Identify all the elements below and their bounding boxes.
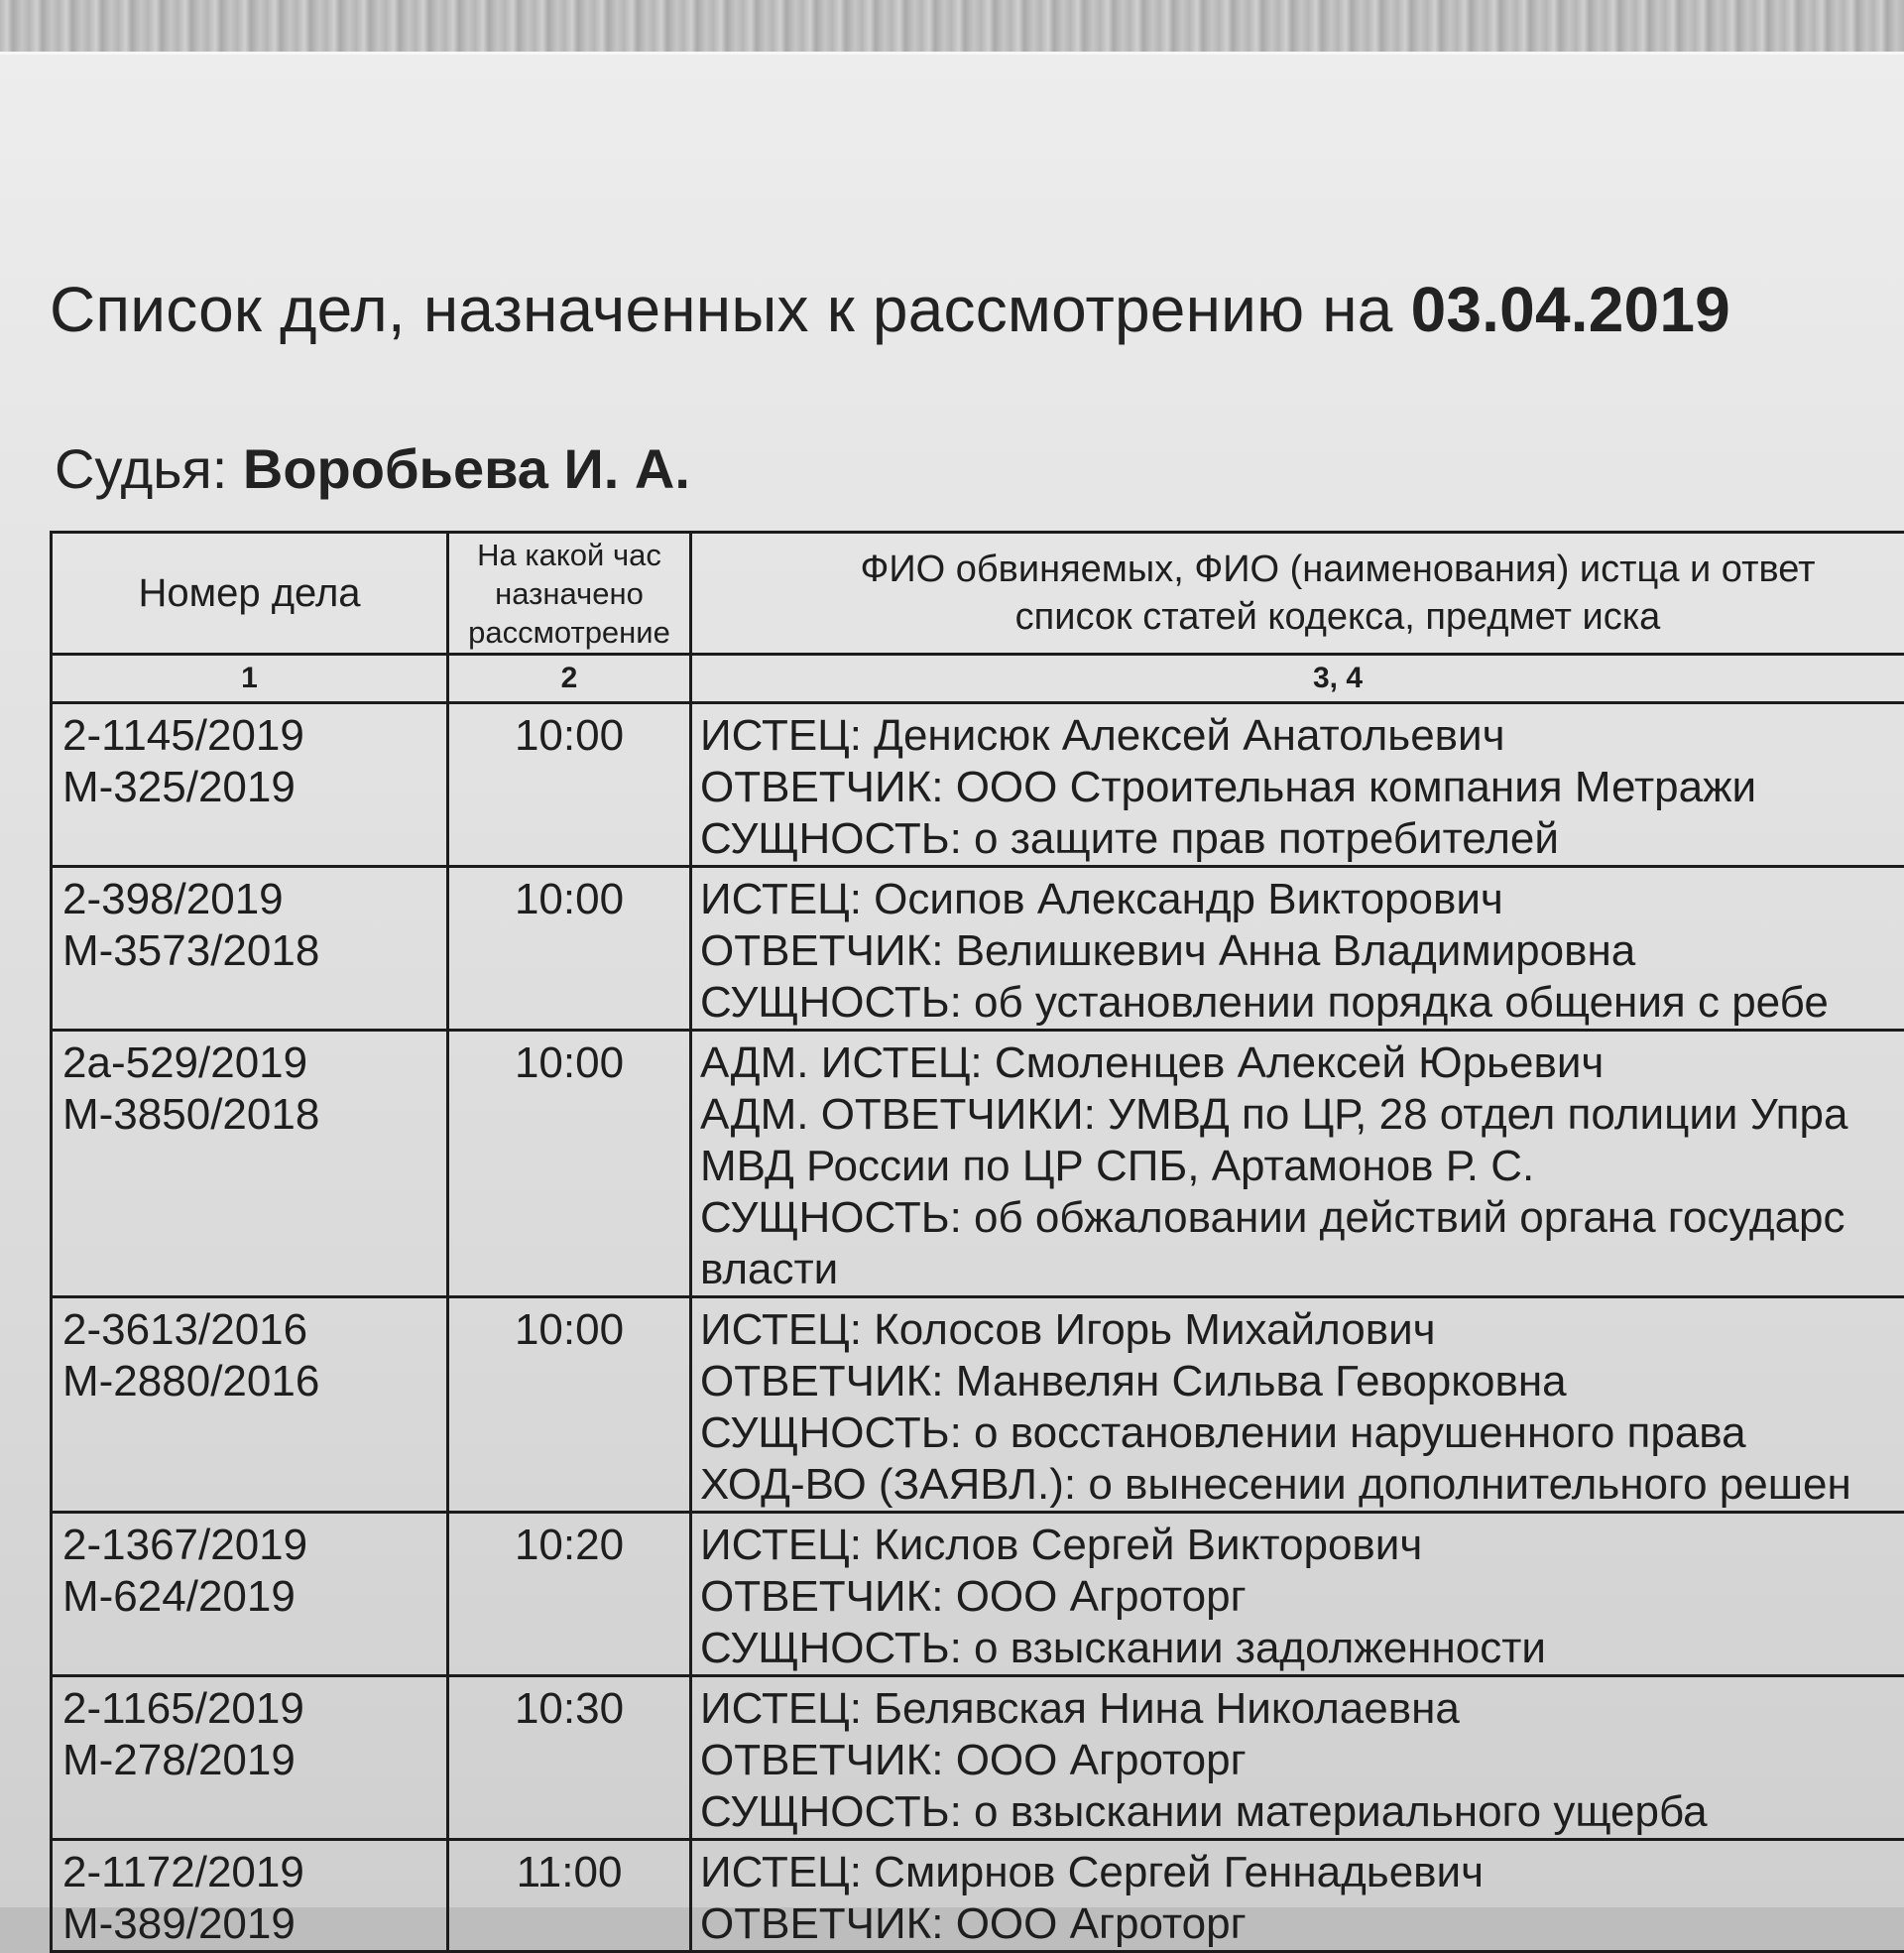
header-time-line2: назначено (449, 574, 689, 613)
table-row (52, 867, 1904, 1031)
hearing-time: 10:00 (448, 1297, 691, 1513)
description-line: ИСТЕЦ: Осипов Александр Викторович (700, 874, 1904, 925)
case-number: 2-1145/2019 (62, 710, 446, 762)
table-row (52, 1031, 1904, 1297)
case-description (691, 1297, 1904, 1513)
case-number: 2-398/2019 (62, 874, 446, 925)
header-time-line3: рассмотрение (449, 613, 689, 652)
case-number: М-278/2019 (62, 1735, 446, 1786)
case-number-cell (52, 1840, 448, 1952)
case-description (691, 867, 1904, 1031)
case-description (691, 1840, 1904, 1952)
wooden-surface (0, 0, 1904, 60)
case-description (691, 703, 1904, 867)
case-number: 2а-529/2019 (62, 1038, 446, 1089)
description-line: СУЩНОСТЬ: об обжаловании действий органа государс (700, 1192, 1904, 1244)
description-line: ИСТЕЦ: Смирнов Сергей Геннадьевич (700, 1847, 1904, 1898)
description-line: МВД России по ЦР СПБ, Артамонов Р. С. (700, 1141, 1904, 1192)
hearing-time: 10:30 (448, 1676, 691, 1840)
description-line: власти (700, 1244, 1904, 1295)
case-number: М-325/2019 (62, 762, 446, 813)
case-description (691, 1031, 1904, 1297)
case-number-cell (52, 1297, 448, 1513)
title-date: 03.04.2019 (1411, 274, 1730, 345)
header-time (448, 533, 691, 655)
header-desc-line1: ФИО обвиняемых, ФИО (наименования) истца и ответ (692, 546, 1904, 593)
case-number: М-624/2019 (62, 1571, 446, 1623)
table-body (52, 703, 1904, 1952)
header-time-line1: На какой час (449, 536, 689, 574)
column-number-3: 3, 4 (691, 655, 1904, 703)
document-title (50, 273, 1894, 346)
case-number: М-2880/2016 (62, 1356, 446, 1407)
header-desc-line2: список статей кодекса, предмет иска (692, 593, 1904, 641)
judge-name: Воробьева И. А. (243, 437, 690, 500)
hearing-time: 10:00 (448, 1031, 691, 1297)
case-number: М-3850/2018 (62, 1089, 446, 1141)
judge-line (55, 436, 1344, 501)
case-number: М-3573/2018 (62, 925, 446, 977)
case-number: 2-1172/2019 (62, 1847, 446, 1898)
table-row (52, 1840, 1904, 1952)
title-prefix: Список дел, назначенных к рассмотрению на (50, 274, 1393, 345)
case-number-cell (52, 1031, 448, 1297)
case-number: 2-1165/2019 (62, 1683, 446, 1735)
table-row (52, 1297, 1904, 1513)
description-line: СУЩНОСТЬ: о взыскании материального ущерба (700, 1786, 1904, 1838)
description-line: ОТВЕТЧИК: ООО Агроторг (700, 1571, 1904, 1623)
description-line: СУЩНОСТЬ: о взыскании задолженности (700, 1623, 1904, 1674)
case-number-cell (52, 1676, 448, 1840)
hearing-time: 10:20 (448, 1513, 691, 1676)
description-line: ИСТЕЦ: Колосов Игорь Михайлович (700, 1304, 1904, 1356)
case-number: М-389/2019 (62, 1898, 446, 1950)
description-line: СУЩНОСТЬ: об установлении порядка общения с ребе (700, 977, 1904, 1029)
description-line: АДМ. ОТВЕТЧИКИ: УМВД по ЦР, 28 отдел полиции Упра (700, 1089, 1904, 1141)
case-number-cell (52, 867, 448, 1031)
description-line: АДМ. ИСТЕЦ: Смоленцев Алексей Юрьевич (700, 1038, 1904, 1089)
description-line: ОТВЕТЧИК: Манвелян Сильва Геворковна (700, 1356, 1904, 1407)
hearing-time: 10:00 (448, 703, 691, 867)
header-case-number: Номер дела (52, 533, 448, 655)
table-row (52, 703, 1904, 867)
column-number-2: 2 (448, 655, 691, 703)
description-line: ИСТЕЦ: Кислов Сергей Викторович (700, 1520, 1904, 1571)
header-description (691, 533, 1904, 655)
case-description (691, 1676, 1904, 1840)
description-line: СУЩНОСТЬ: о защите прав потребителей (700, 813, 1904, 865)
description-line: СУЩНОСТЬ: о восстановлении нарушенного права (700, 1407, 1904, 1459)
column-number-1: 1 (52, 655, 448, 703)
hearing-time: 11:00 (448, 1840, 691, 1952)
case-number-cell (52, 1513, 448, 1676)
judge-label: Судья: (55, 437, 227, 500)
description-line: ХОД-ВО (ЗАЯВЛ.): о вынесении дополнительного решен (700, 1459, 1904, 1511)
table-row (52, 1676, 1904, 1840)
description-line: ОТВЕТЧИК: ООО Агроторг (700, 1735, 1904, 1786)
case-number: 2-1367/2019 (62, 1520, 446, 1571)
table-row (52, 1513, 1904, 1676)
case-number: 2-3613/2016 (62, 1304, 446, 1356)
hearing-time: 10:00 (448, 867, 691, 1031)
description-line: ОТВЕТЧИК: Велишкевич Анна Владимировна (700, 925, 1904, 977)
case-description (691, 1513, 1904, 1676)
description-line: ИСТЕЦ: Белявская Нина Николаевна (700, 1683, 1904, 1735)
case-schedule-table (50, 531, 1904, 1953)
description-line: ОТВЕТЧИК: ООО Агроторг (700, 1898, 1904, 1950)
description-line: ОТВЕТЧИК: ООО Строительная компания Метражи (700, 762, 1904, 813)
description-line: ИСТЕЦ: Денисюк Алексей Анатольевич (700, 710, 1904, 762)
case-number-cell (52, 703, 448, 867)
